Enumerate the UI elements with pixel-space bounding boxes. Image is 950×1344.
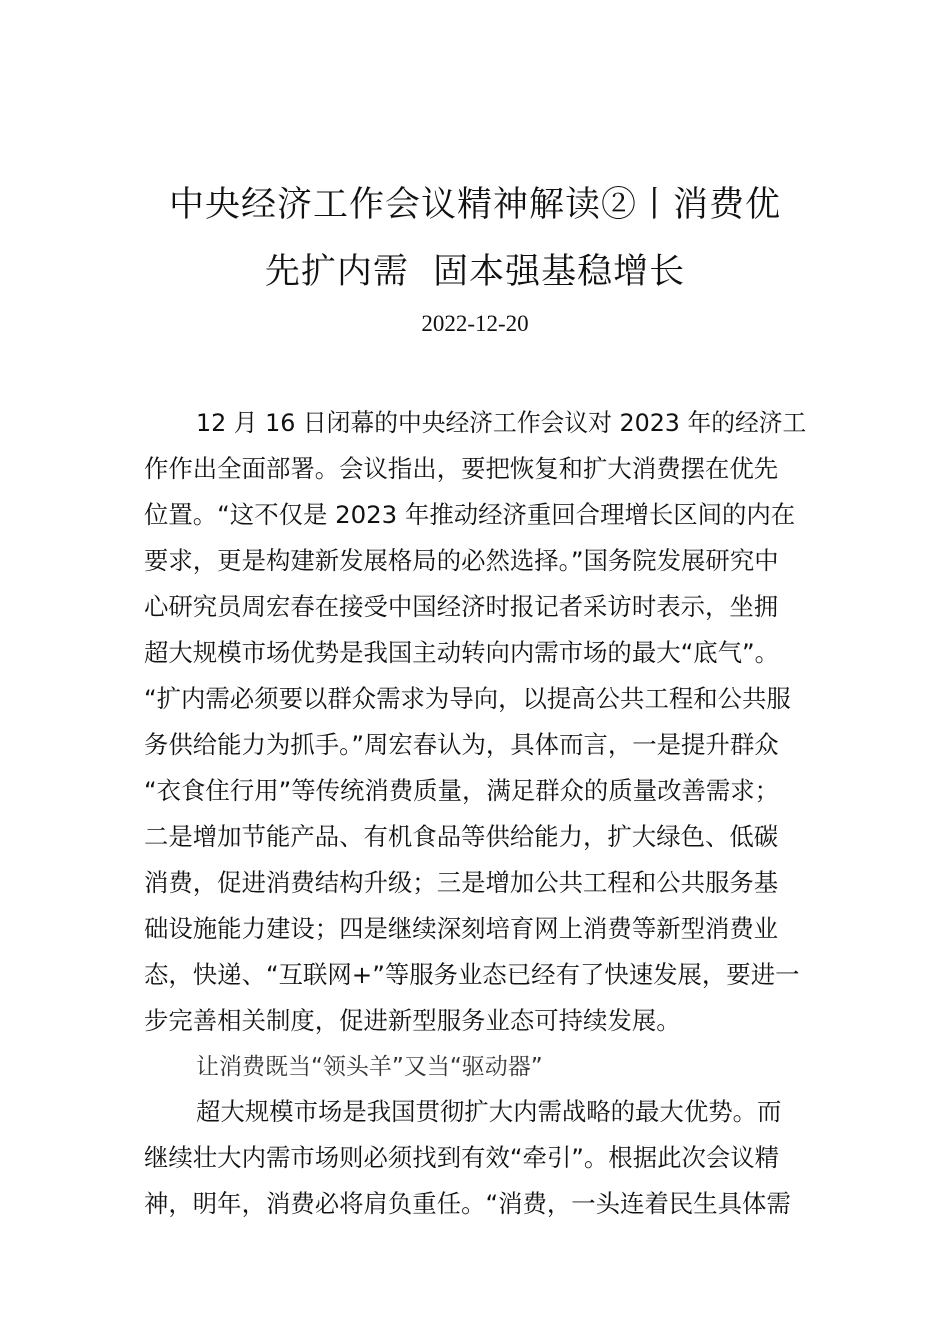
paragraph-1-line-10: 二是增加节能产品、有机食品等供给能力，扩大绿色、低碳 (144, 822, 779, 851)
paragraph-1-line-3: 位置。“这不仅是 2023 年推动经济重回合理增长区间的内在 (144, 500, 796, 529)
section-subheading: 让消费既当“领头羊”又当“驱动器” (196, 1054, 543, 1080)
paragraph-1-line-5: 心研究员周宏春在接受中国经济时报记者采访时表示，坐拥 (144, 592, 779, 621)
paragraph-1-line-7: “扩内需必须要以群众需求为导向，以提高公共工程和公共服 (144, 684, 791, 713)
paragraph-1-line-8: 务供给能力为抓手。”周宏春认为，具体而言，一是提升群众 (144, 730, 779, 759)
title-line-1: 中央经济工作会议精神解读②丨消费优 (168, 185, 781, 225)
paragraph-1-line-1: 12 月 16 日闭幕的中央经济工作会议对 2023 年的经济工 (196, 408, 807, 437)
title-line-2: 先扩内需 固本强基稳增长 (264, 252, 686, 292)
paragraph-1-line-6: 超大规模市场优势是我国主动转向内需市场的最大“底气”。 (144, 638, 780, 667)
paragraph-1-line-13: 态，快递、“互联网+”等服务业态已经有了快速发展，要进一 (144, 960, 800, 989)
paragraph-2-line-3: 神，明年，消费必将肩负重任。“消费，一头连着民生具体需 (144, 1189, 791, 1218)
paragraph-1-line-2: 作作出全面部署。会议指出，要把恢复和扩大消费摆在优先 (144, 454, 779, 483)
paragraph-1-line-11: 消费，促进消费结构升级；三是增加公共工程和公共服务基 (144, 868, 779, 897)
paragraph-1-line-9: “衣食住行用”等传统消费质量，满足群众的质量改善需求； (144, 776, 780, 805)
paragraph-1-line-14: 步完善相关制度，促进新型服务业态可持续发展。 (144, 1006, 681, 1035)
paragraph-1-line-4: 要求，更是构建新发展格局的必然选择。”国务院发展研究中 (144, 546, 779, 575)
paragraph-1-line-12: 础设施能力建设；四是继续深刻培育网上消费等新型消费业 (144, 914, 779, 943)
publish-date: 2022-12-20 (421, 311, 529, 336)
paragraph-2-line-2: 继续壮大内需市场则必须找到有效“牵引”。根据此次会议精 (144, 1143, 780, 1172)
paragraph-2-line-1: 超大规模市场是我国贯彻扩大内需战略的最大优势。而 (196, 1097, 782, 1126)
